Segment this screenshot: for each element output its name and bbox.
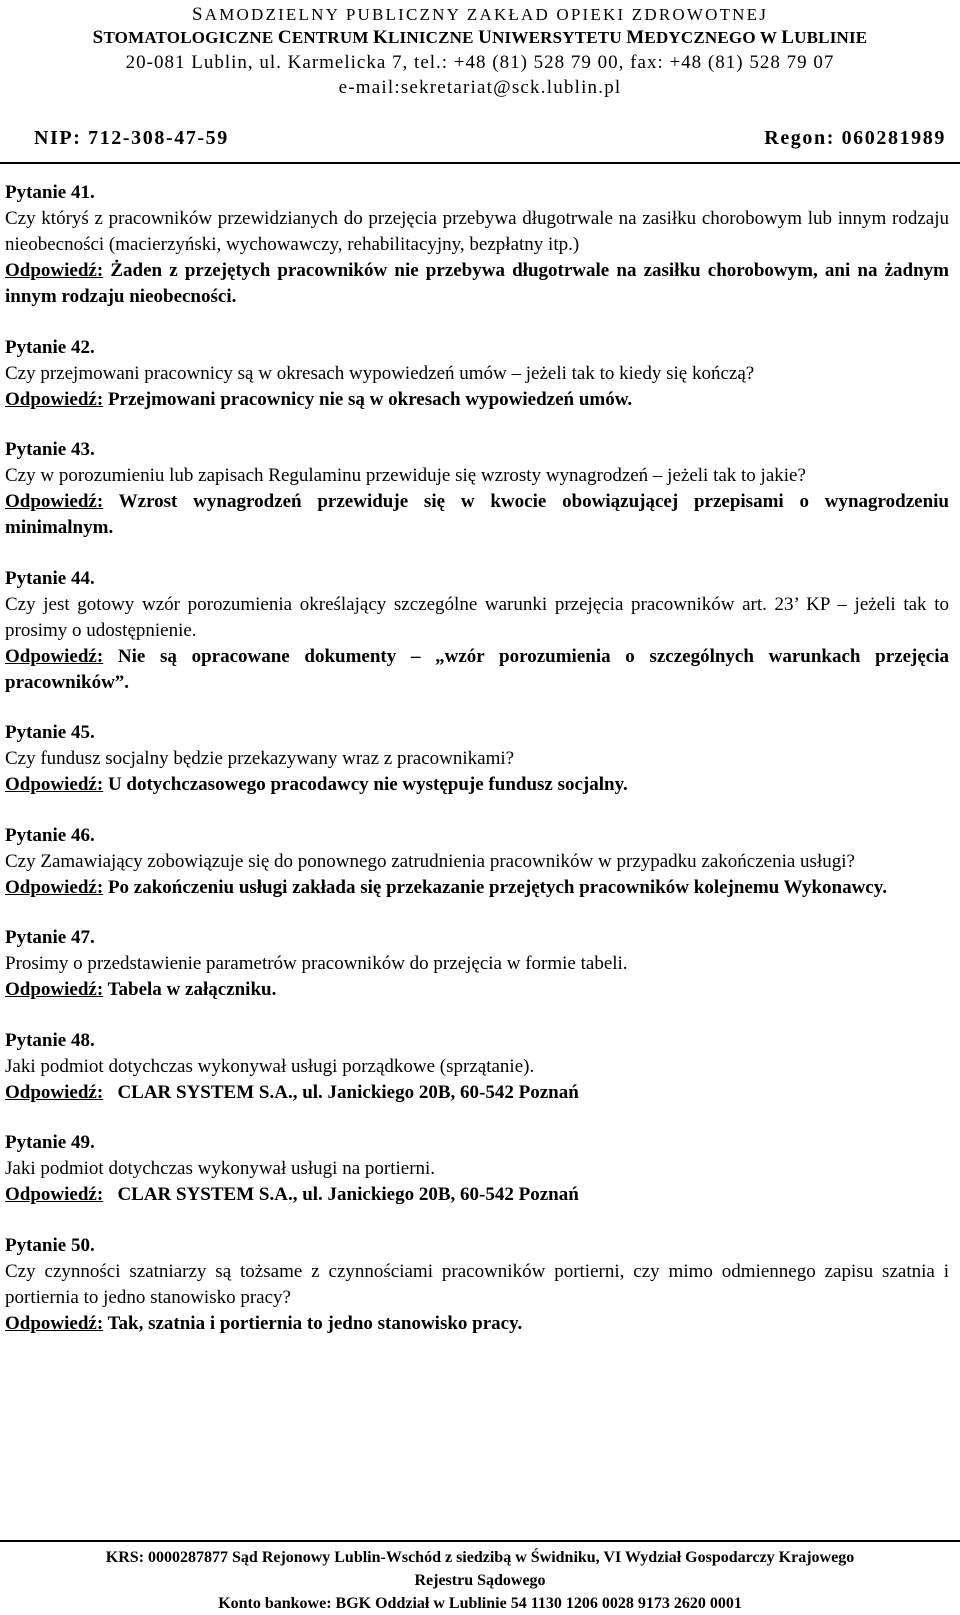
question-title: Pytanie 41. xyxy=(5,182,95,203)
answer-text: Odpowiedź: Tak, szatnia i portiernia to jedno stanowisko pracy. xyxy=(5,1312,523,1334)
answer-text: Odpowiedź: Wzrost wynagrodzeń przewiduje się w kwocie obowiązującej przepisami o wynagrodzeniu minimalnym. xyxy=(5,491,949,538)
question-text: Czy któryś z pracowników przewidzianych do przejęcia przebywa długotrwale na zasiłku chorobowym lub innym rodzaju nieobecności (macierzyński, wychowawczy, rehabilitacyjny, bezpłatny itp.) xyxy=(5,208,949,255)
question-title: Pytanie 48. xyxy=(5,1029,95,1051)
question-text: Czy Zamawiający zobowiązuje się do ponownego zatrudnienia pracowników w przypadku zakończenia usługi? xyxy=(5,850,855,872)
question-block xyxy=(5,1130,949,1208)
answer-label: Odpowiedź: xyxy=(5,979,104,1000)
question-block xyxy=(5,823,949,901)
question-block xyxy=(5,335,949,413)
nip-number: NIP: 712-308-47-59 xyxy=(34,127,229,149)
regon-number: Regon: 060281989 xyxy=(764,127,946,149)
footer-registry: Rejestru Sądowego xyxy=(414,1572,546,1589)
question-text: Jaki podmiot dotychczas wykonywał usługi porządkowe (sprzątanie). xyxy=(5,1055,535,1077)
question-text: Czy w porozumieniu lub zapisach Regulaminu przewiduje się wzrosty wynagrodzeń – jeżeli tak to jakie? xyxy=(5,465,806,486)
answer-label: Odpowiedź: xyxy=(5,1312,104,1334)
answer-text: Odpowiedź: Nie są opracowane dokumenty – „wzór porozumienia o szczególnych warunkach przejęcia pracowników”. xyxy=(5,645,949,693)
question-title: Pytanie 49. xyxy=(5,1132,95,1153)
institution-name: SAMODZIELNY PUBLICZNY ZAKŁAD OPIEKI ZDROWOTNEJ xyxy=(191,4,769,25)
institution-address: 20-081 Lublin, ul. Karmelicka 7, tel.: +48 (81) 528 79 00, fax: +48 (81) 528 79 07 xyxy=(125,52,835,73)
answer-label: Odpowiedź: xyxy=(5,260,104,281)
footer-bank-account: Konto bankowe: BGK Oddział w Lublinie 54 1130 1206 0028 9173 2620 0001 xyxy=(218,1595,742,1612)
answer-text: Odpowiedź: Przejmowani pracownicy nie są w okresach wypowiedzeń umów. xyxy=(5,388,633,410)
answer-label: Odpowiedź: xyxy=(5,1184,104,1205)
answer-label: Odpowiedź: xyxy=(5,876,104,898)
question-block xyxy=(5,1028,949,1106)
question-title: Pytanie 45. xyxy=(5,722,95,743)
answer-text: Odpowiedź: Tabela w załączniku. xyxy=(5,979,277,1000)
answer-text: Odpowiedź: Żaden z przejętych pracowników nie przebywa długotrwale na zasiłku chorobowym, ani na żadnym innym rodzaju nieobecności. xyxy=(5,260,949,307)
answer-label: Odpowiedź: xyxy=(5,645,104,667)
question-text: Czy przejmowani pracownicy są w okresach wypowiedzeń umów – jeżeli tak to kiedy się kończą? xyxy=(5,362,755,384)
question-title: Pytanie 42. xyxy=(5,336,95,358)
question-block xyxy=(5,925,949,1003)
question-title: Pytanie 46. xyxy=(5,824,95,846)
footer-divider xyxy=(0,1540,960,1542)
institution-email: e-mail:sekretariat@sck.lublin.pl xyxy=(338,77,622,98)
institution-subname: STOMATOLOGICZNE CENTRUM KLINICZNE UNIWERSYTETU MEDYCZNEGO W LUBLINIE xyxy=(92,27,868,48)
answer-label: Odpowiedź: xyxy=(5,774,104,795)
question-block xyxy=(5,180,949,310)
question-block xyxy=(5,720,949,798)
question-text: Czy czynności szatniarzy są tożsame z czynnościami pracowników portierni, czy mimo odmiennego zapisu szatnia i portiernia to jedno stanowisko pracy? xyxy=(5,1260,949,1308)
answer-text: Odpowiedź: CLAR SYSTEM S.A., ul. Janickiego 20B, 60-542 Poznań xyxy=(5,1081,579,1103)
answer-text: Odpowiedź: CLAR SYSTEM S.A., ul. Janickiego 20B, 60-542 Poznań xyxy=(5,1184,579,1205)
question-title: Pytanie 44. xyxy=(5,567,95,589)
answer-text: Odpowiedź: Po zakończeniu usługi zakłada się przekazanie przejętych pracowników kolejnemu Wykonawcy. xyxy=(5,876,887,898)
question-block xyxy=(5,437,949,541)
footer xyxy=(0,1546,960,1615)
question-text: Prosimy o przedstawienie parametrów pracowników do przejęcia w formie tabeli. xyxy=(5,953,628,974)
header-divider xyxy=(0,162,960,164)
answer-label: Odpowiedź: xyxy=(5,491,104,512)
question-text: Jaki podmiot dotychczas wykonywał usługi na portierni. xyxy=(5,1158,436,1179)
question-title: Pytanie 47. xyxy=(5,927,95,948)
question-title: Pytanie 50. xyxy=(5,1234,95,1256)
question-text: Czy fundusz socjalny będzie przekazywany wraz z pracownikami? xyxy=(5,748,515,769)
footer-krs: KRS: 0000287877 Sąd Rejonowy Lublin-Wschód z siedzibą w Świdniku, VI Wydział Gospodarczy Krajowego xyxy=(105,1549,855,1566)
answer-text: Odpowiedź: U dotychczasowego pracodawcy nie występuje fundusz socjalny. xyxy=(5,774,628,795)
answer-label: Odpowiedź: xyxy=(5,1081,104,1103)
question-title: Pytanie 43. xyxy=(5,439,95,460)
question-text: Czy jest gotowy wzór porozumienia określający szczególne warunki przejęcia pracowników art. 23’ KP – jeżeli tak to prosimy o udostępnienie. xyxy=(5,593,949,641)
questions-list xyxy=(5,180,949,1361)
question-block xyxy=(5,1233,949,1337)
answer-label: Odpowiedź: xyxy=(5,388,104,410)
question-block xyxy=(5,566,949,696)
